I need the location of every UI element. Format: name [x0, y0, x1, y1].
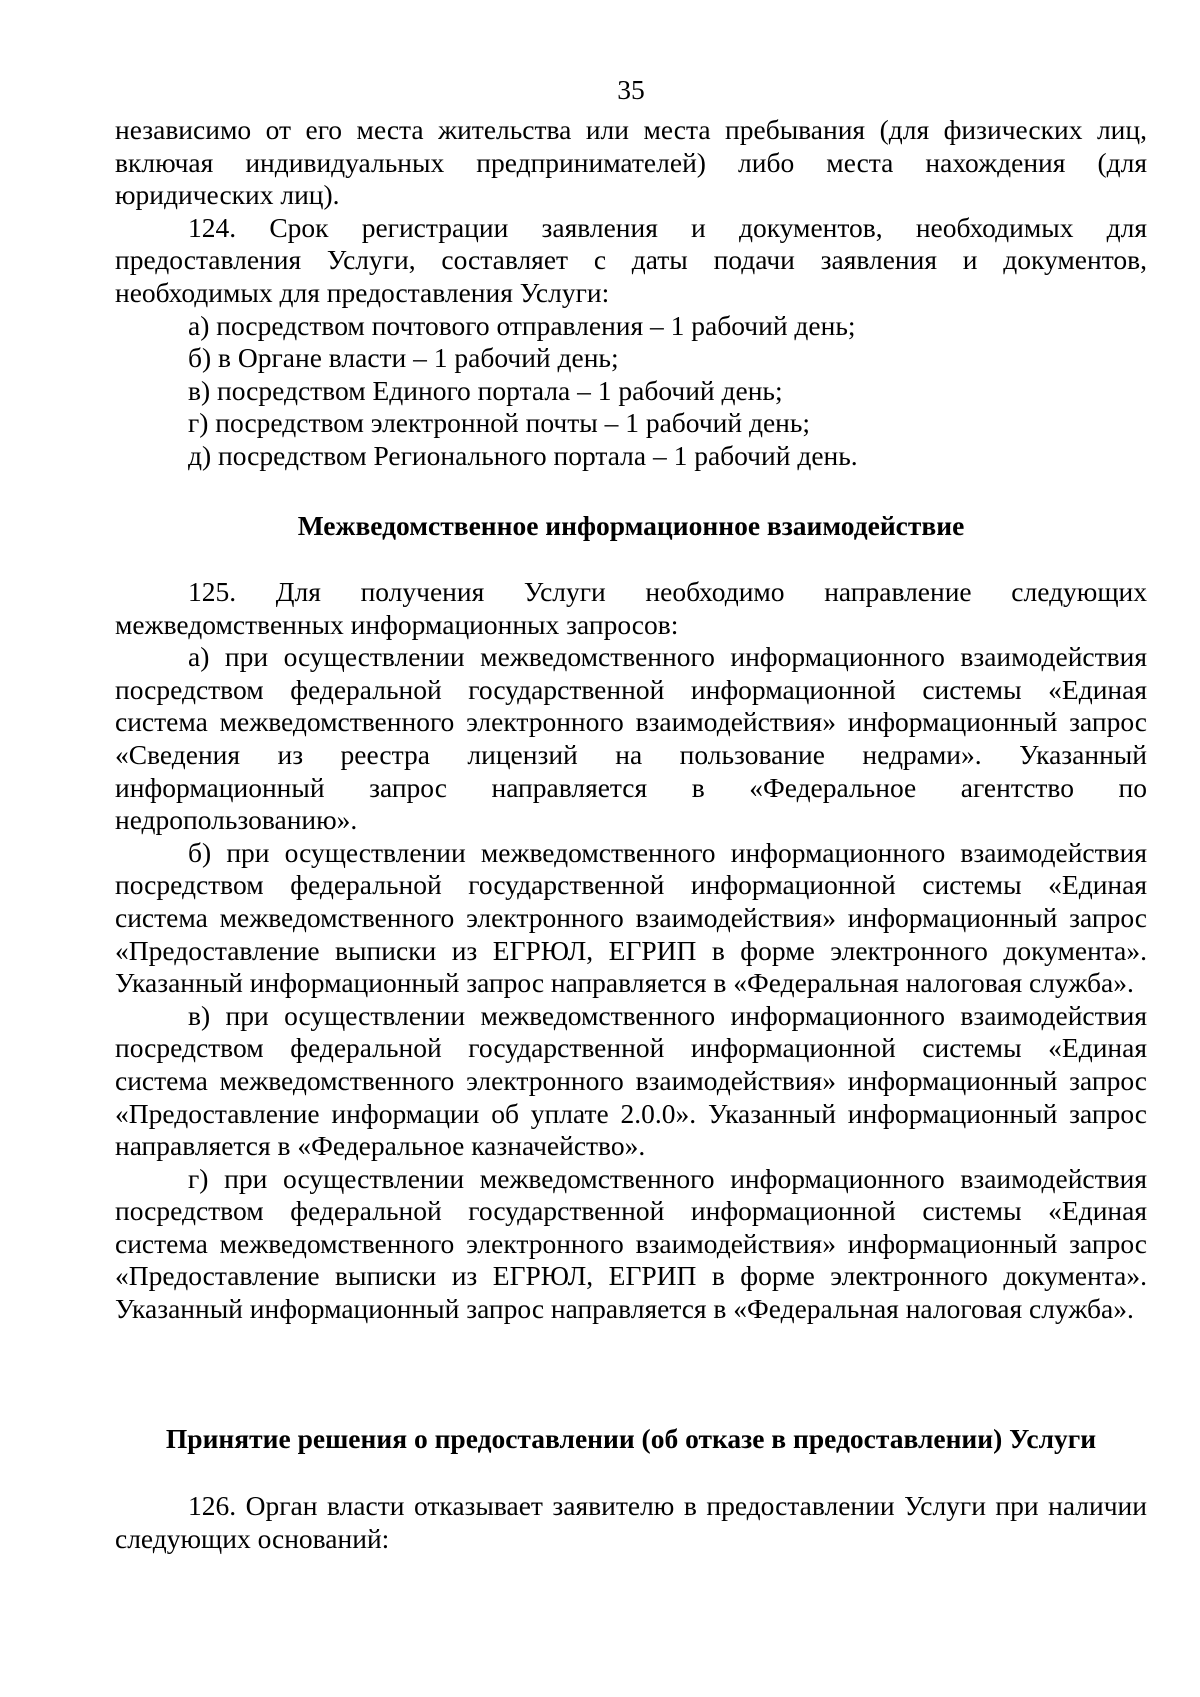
paragraph-continuation: независимо от его места жительства или места пребывания (для физических лиц, включая индивидуальных предпринимателей) либо места нахождения (для юридических лиц). [115, 114, 1147, 211]
section-heading-interagency: Межведомственное информационное взаимодействие [297, 510, 965, 541]
paragraph-126: 126. Орган власти отказывает заявителю в предоставлении Услуги при наличии следующих оснований: [115, 1490, 1147, 1554]
paragraph-125-a: а) при осуществлении межведомственного информационного взаимодействия посредством федеральной государственной информационной системы «Единая система межведомственного электронного взаимодействия» информационный запрос «Сведения из реестра лицензий на пользование недрами». Указанный информационный запрос направляется в «Федеральное агентство по недропользованию». [115, 641, 1147, 836]
paragraph-125-v: в) при осуществлении межведомственного информационного взаимодействия посредством федеральной государственной информационной системы «Единая система межведомственного электронного взаимодействия» информационный запрос «Предоставление информации об уплате 2.0.0». Указанный информационный запрос направляется в «Федеральное казначейство». [115, 999, 1147, 1162]
text-block-interagency [115, 576, 1147, 1326]
text-block-registration [115, 114, 1147, 473]
paragraph-125-b: б) при осуществлении межведомственного информационного взаимодействия посредством федеральной государственной информационной системы «Единая система межведомственного электронного взаимодействия» информационный запрос «Предоставление выписки из ЕГРЮЛ, ЕГРИП в форме электронного документа». Указанный информационный запрос направляется в «Федеральная налоговая служба». [115, 836, 1147, 999]
list-item-b: б) в Органе власти – 1 рабочий день; [188, 342, 619, 374]
list-item-d: д) посредством Регионального портала – 1 рабочий день. [188, 439, 858, 471]
page-number: 35 [617, 74, 645, 105]
paragraph-125-g: г) при осуществлении межведомственного информационного взаимодействия посредством федеральной государственной информационной системы «Единая система межведомственного электронного взаимодействия» информационный запрос «Предоставление выписки из ЕГРЮЛ, ЕГРИП в форме электронного документа». Указанный информационный запрос направляется в «Федеральная налоговая служба». [115, 1162, 1147, 1325]
paragraph-125: 125. Для получения Услуги необходимо направление следующих межведомственных информационных запросов: [115, 576, 1147, 640]
paragraph-124: 124. Срок регистрации заявления и документов, необходимых для предоставления Услуги, составляет с даты подачи заявления и документов, необходимых для предоставления Услуги: [115, 211, 1147, 308]
list-item-a: а) посредством почтового отправления – 1 рабочий день; [188, 309, 856, 341]
list-item-g: г) посредством электронной почты – 1 рабочий день; [188, 407, 811, 439]
section-heading-decision: Принятие решения о предоставлении (об отказе в предоставлении) Услуги [165, 1423, 1097, 1454]
text-block-decision [115, 1490, 1147, 1555]
list-item-v: в) посредством Единого портала – 1 рабочий день; [188, 374, 783, 406]
